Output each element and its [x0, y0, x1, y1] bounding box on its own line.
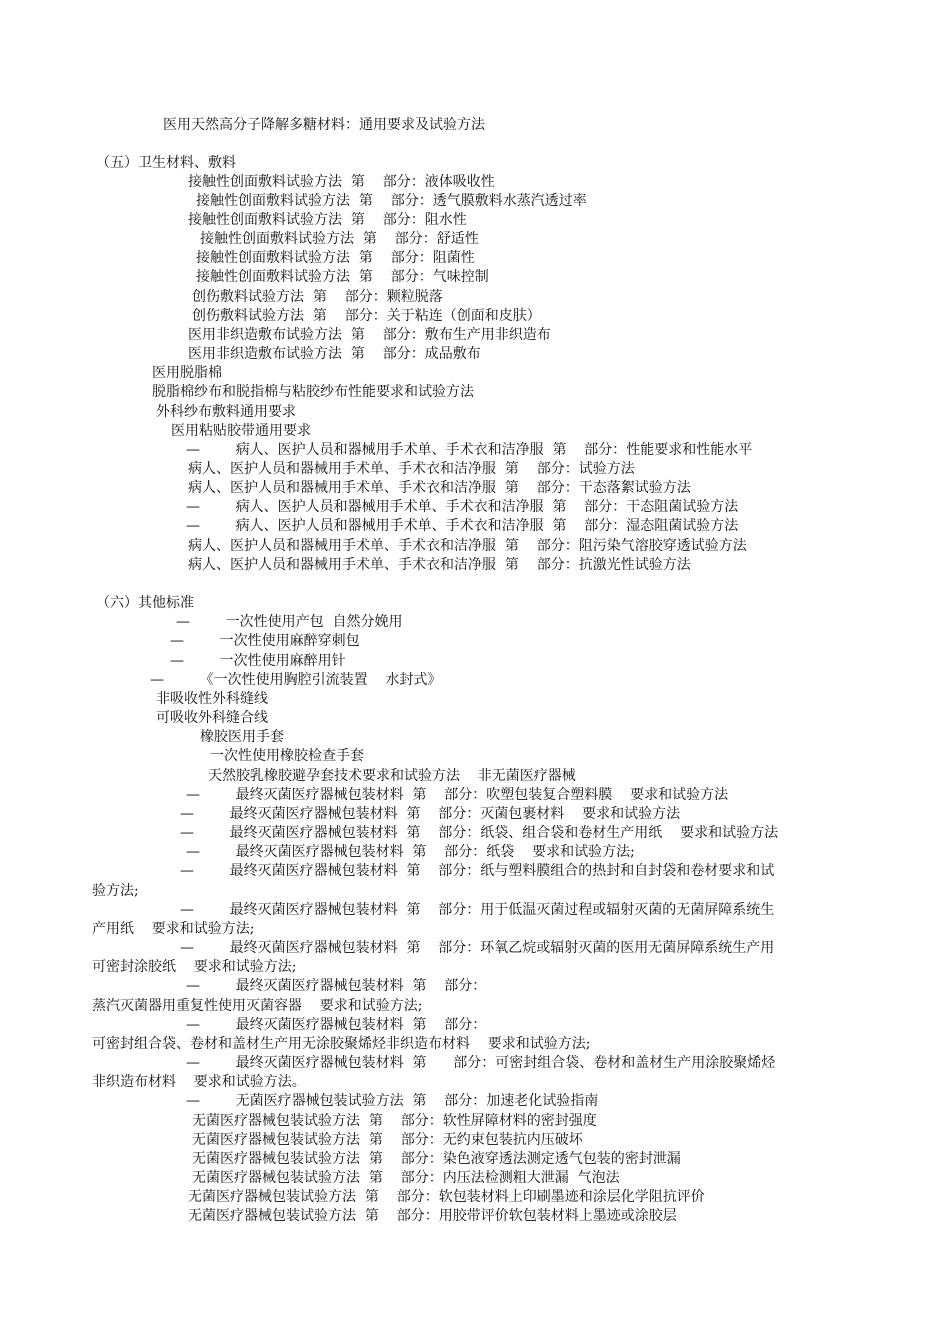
text-line: 无菌医疗器械包装试验方法 第 部分：软包装材料上印刷墨迹和涂层化学阻抗评价 — [188, 1189, 705, 1205]
text-line: — 无菌医疗器械包装试验方法 第 部分：加速老化试验指南 — [186, 1093, 599, 1109]
text-line: — 病人、医护人员和器械用手术单、手术衣和洁净服 第 部分：湿态阻菌试验方法 — [186, 518, 739, 534]
text-line: 病人、医护人员和器械用手术单、手术衣和洁净服 第 部分：干态落絮试验方法 — [188, 480, 691, 496]
text-line: — 一次性使用麻醉用针 — [170, 653, 346, 669]
text-line: 一次性使用橡胶检查手套 — [210, 748, 364, 764]
text-line: 接触性创面敷料试验方法 第 部分：阻水性 — [188, 212, 467, 228]
text-line: — 一次性使用麻醉穿刺包 — [170, 633, 360, 649]
text-line: 无菌医疗器械包装试验方法 第 部分：内压法检测粗大泄漏 气泡法 — [192, 1170, 620, 1186]
text-line: 医用脱脂棉 — [152, 365, 222, 381]
text-line: 非织造布材料 要求和试验方法。 — [92, 1074, 306, 1090]
text-line: — 最终灭菌医疗器械包装材料 第 部分：环氧乙烷或辐射灭菌的医用无菌屏障系统生产用 — [180, 940, 775, 956]
text-line: 脱脂棉纱布和脱指棉与粘胶纱布性能要求和试验方法 — [152, 384, 474, 400]
text-line: 医用粘贴胶带通用要求 — [171, 423, 311, 439]
text-line: — 最终灭菌医疗器械包装材料 第 部分：可密封组合袋、卷材和盖材生产用涂胶聚烯烃 — [186, 1055, 776, 1071]
text-line: — 最终灭菌医疗器械包装材料 第 部分：用于低温灭菌过程或辐射灭菌的无菌屏障系统生 — [180, 902, 775, 918]
text-line: 蒸汽灭菌器用重复性使用灭菌容器 要求和试验方法; — [92, 998, 423, 1014]
text-line: — 最终灭菌医疗器械包装材料 第 部分： — [186, 1017, 487, 1033]
text-line: — 最终灭菌医疗器械包装材料 第 部分：吹塑包装复合塑料膜 要求和试验方法 — [186, 787, 729, 803]
text-line: 接触性创面敷料试验方法 第 部分：气味控制 — [196, 269, 489, 285]
text-line: — 一次性使用产包 自然分娩用 — [176, 614, 403, 630]
text-line: 创伤敷料试验方法 第 部分：颗粒脱落 — [192, 289, 443, 305]
text-line: 天然胶乳橡胶避孕套技术要求和试验方法 非无菌医疗器械 — [208, 768, 576, 784]
text-line: — 最终灭菌医疗器械包装材料 第 部分：纸袋 要求和试验方法; — [186, 844, 635, 860]
text-line: 病人、医护人员和器械用手术单、手术衣和洁净服 第 部分：抗激光性试验方法 — [188, 557, 691, 573]
text-line: 无菌医疗器械包装试验方法 第 部分：无约束包装抗内压破坏 — [192, 1132, 583, 1148]
text-line: — 最终灭菌医疗器械包装材料 第 部分：纸与塑料膜组合的热封和自封袋和卷材要求和试 — [180, 863, 775, 879]
section-heading: （六）其他标准 — [96, 595, 194, 611]
text-line: 可吸收外科缝合线 — [156, 710, 268, 726]
text-line: 创伤敷料试验方法 第 部分：关于粘连（创面和皮肤） — [192, 308, 541, 324]
text-line: 外科纱布敷料通用要求 — [156, 404, 296, 420]
text-line: 橡胶医用手套 — [200, 729, 284, 745]
text-line: 接触性创面敷料试验方法 第 部分：阻菌性 — [196, 250, 475, 266]
text-line: — 《一次性使用胸腔引流装置 水封式》 — [150, 672, 442, 688]
text-line: 医用非织造敷布试验方法 第 部分：成品敷布 — [188, 346, 481, 362]
text-line: 病人、医护人员和器械用手术单、手术衣和洁净服 第 部分：阻污染气溶胶穿透试验方法 — [188, 538, 747, 554]
text-line: 病人、医护人员和器械用手术单、手术衣和洁净服 第 部分：试验方法 — [188, 461, 635, 477]
text-line: 接触性创面敷料试验方法 第 部分：舒适性 — [200, 231, 479, 247]
text-line: 接触性创面敷料试验方法 第 部分：透气膜敷料水蒸汽透过率 — [196, 193, 587, 209]
text-line: 医用非织造敷布试验方法 第 部分：敷布生产用非织造布 — [188, 327, 551, 343]
text-line: — 病人、医护人员和器械用手术单、手术衣和洁净服 第 部分：性能要求和性能水平 — [186, 442, 753, 458]
text-line: — 病人、医护人员和器械用手术单、手术衣和洁净服 第 部分：干态阻菌试验方法 — [186, 499, 739, 515]
text-line: 验方法; — [92, 883, 139, 899]
text-line: 无菌医疗器械包装试验方法 第 部分：染色液穿透法测定透气包装的密封泄漏 — [192, 1151, 681, 1167]
text-line: 无菌医疗器械包装试验方法 第 部分：用胶带评价软包装材料上墨迹或涂胶层 — [188, 1208, 677, 1224]
text-line: 非吸收性外科缝线 — [156, 691, 268, 707]
text-line: 可密封组合袋、卷材和盖材生产用无涂胶聚烯烃非织造布材料 要求和试验方法; — [92, 1036, 591, 1052]
text-line: — 最终灭菌医疗器械包装材料 第 部分：灭菌包裹材料 要求和试验方法 — [180, 806, 681, 822]
text-line: — 最终灭菌医疗器械包装材料 第 部分：纸袋、组合袋和卷材生产用纸 要求和试验方法 — [180, 825, 779, 841]
text-line: 产用纸 要求和试验方法; — [92, 921, 255, 937]
text-line: 接触性创面敷料试验方法 第 部分：液体吸收性 — [188, 174, 495, 190]
text-line: 可密封涂胶纸 要求和试验方法; — [92, 959, 297, 975]
section-heading: （五）卫生材料、敷料 — [96, 155, 236, 171]
text-line: 医用天然高分子降解多糖材料：通用要求及试验方法 — [163, 117, 485, 133]
text-line: 无菌医疗器械包装试验方法 第 部分：软性屏障材料的密封强度 — [192, 1113, 597, 1129]
text-line: — 最终灭菌医疗器械包装材料 第 部分： — [186, 978, 487, 994]
